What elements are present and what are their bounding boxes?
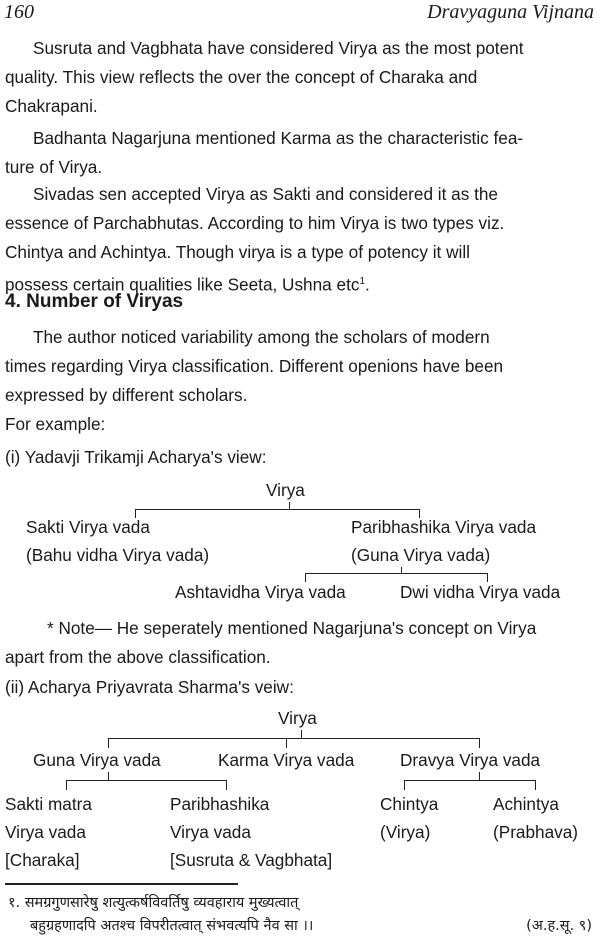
text-segment: . — [365, 274, 370, 295]
connector-line — [108, 738, 109, 748]
connector-line — [479, 738, 480, 748]
tree2-guna: Guna Virya vada — [33, 750, 161, 770]
text-line: Achintya — [493, 794, 559, 814]
text-line: Virya vada — [170, 822, 251, 842]
paragraph-3 — [5, 180, 595, 300]
tree2-achintya — [493, 790, 578, 846]
tree1-sub-left: Ashtavidha Virya vada — [175, 582, 346, 602]
tree2-dravya: Dravya Virya vada — [400, 750, 541, 770]
connector-line — [404, 780, 405, 790]
tree1-sub-right: Dwi vidha Virya vada — [400, 582, 561, 602]
text-line: [Charaka] — [5, 850, 80, 870]
text-line: Sivadas sen accepted Virya as Sakti and considered it as the — [33, 184, 498, 204]
connector-line — [535, 780, 536, 790]
text-line: expressed by different scholars. — [5, 385, 248, 405]
footnote-reference: (अ.ह.सू. ९) — [526, 918, 592, 934]
tree1-caption: (i) Yadavji Trikamji Acharya's view: — [5, 447, 267, 467]
paragraph-2 — [5, 124, 595, 182]
connector-line — [404, 780, 536, 781]
tree2-paribhashika — [170, 790, 332, 874]
text-line: Chintya and Achintya. Though virya is a type of potency it will — [5, 242, 470, 262]
book-title: Dravyaguna Vijnana — [427, 1, 594, 23]
text-line: * Note— He seperately mentioned Nagarjuna's concept on Virya — [47, 618, 537, 638]
footnote-line-2: बहुग्रहणादपि अतश्च विपरीतत्वात् संभवत्यपि नैव सा ।। — [30, 918, 314, 934]
text-line: essence of Parchabhutas. According to him Virya is two types viz. — [5, 213, 505, 233]
connector-line — [108, 738, 480, 739]
tree2-chintya — [380, 790, 438, 846]
text-line: (Virya) — [380, 822, 431, 842]
text-line: (Prabhava) — [493, 822, 579, 842]
tree1-left-sub: (Bahu vidha Virya vada) — [26, 545, 210, 565]
page-number: 160 — [4, 1, 34, 23]
connector-line — [226, 780, 227, 790]
text-line: Chintya — [380, 794, 439, 814]
text-line: Sakti matra — [5, 794, 92, 814]
connector-line — [66, 780, 227, 781]
tree1-root: Virya — [266, 480, 305, 500]
text-line: Paribhashika — [170, 794, 270, 814]
connector-line — [286, 738, 287, 748]
text-line: Chakrapani. — [5, 96, 98, 116]
connector-line — [66, 780, 67, 790]
note — [5, 614, 595, 672]
text-line: The author noticed variability among the scholars of modern — [33, 327, 490, 347]
tree2-root: Virya — [278, 708, 317, 728]
text-line: apart from the above classification. — [5, 647, 271, 667]
connector-line — [135, 509, 420, 510]
connector-line — [305, 573, 488, 574]
footnote-line-1: १. समग्रगुणसारेषु शत्युत्कर्षविवर्तिषु व्यवहाराय मुख्यत्वात् — [8, 895, 299, 911]
text-segment: possess certain qualities like Seeta, Ushna etc — [5, 274, 360, 295]
tree1-left-label: Sakti Virya vada — [26, 517, 150, 537]
text-line: quality. This view reflects the over the concept of Charaka and — [5, 67, 478, 87]
tree2-sakti-matra — [5, 790, 92, 874]
text-line: Virya vada — [5, 822, 86, 842]
tree2-caption: (ii) Acharya Priyavrata Sharma's veiw: — [5, 677, 294, 697]
tree1-right-sub: (Guna Virya vada) — [351, 545, 491, 565]
paragraph-4 — [5, 323, 595, 410]
text-line: times regarding Virya classification. Different openions have been — [5, 356, 504, 376]
connector-line — [305, 573, 306, 582]
text-line: ture of Virya. — [5, 157, 103, 177]
paragraph-1 — [5, 34, 595, 121]
section-heading: 4. Number of Viryas — [5, 291, 184, 312]
footnote-rule — [5, 883, 238, 885]
connector-line — [487, 573, 488, 582]
text-line: Susruta and Vagbhata have considered Virya as the most potent — [33, 38, 524, 58]
tree1-right-label: Paribhashika Virya vada — [351, 517, 537, 537]
text-line: Badhanta Nagarjuna mentioned Karma as the characteristic fea- — [33, 128, 524, 148]
tree2-karma: Karma Virya vada — [218, 750, 355, 770]
footnote-marker: 1 — [359, 276, 366, 287]
example-label: For example: — [5, 414, 106, 434]
text-line: [Susruta & Vagbhata] — [170, 850, 333, 870]
